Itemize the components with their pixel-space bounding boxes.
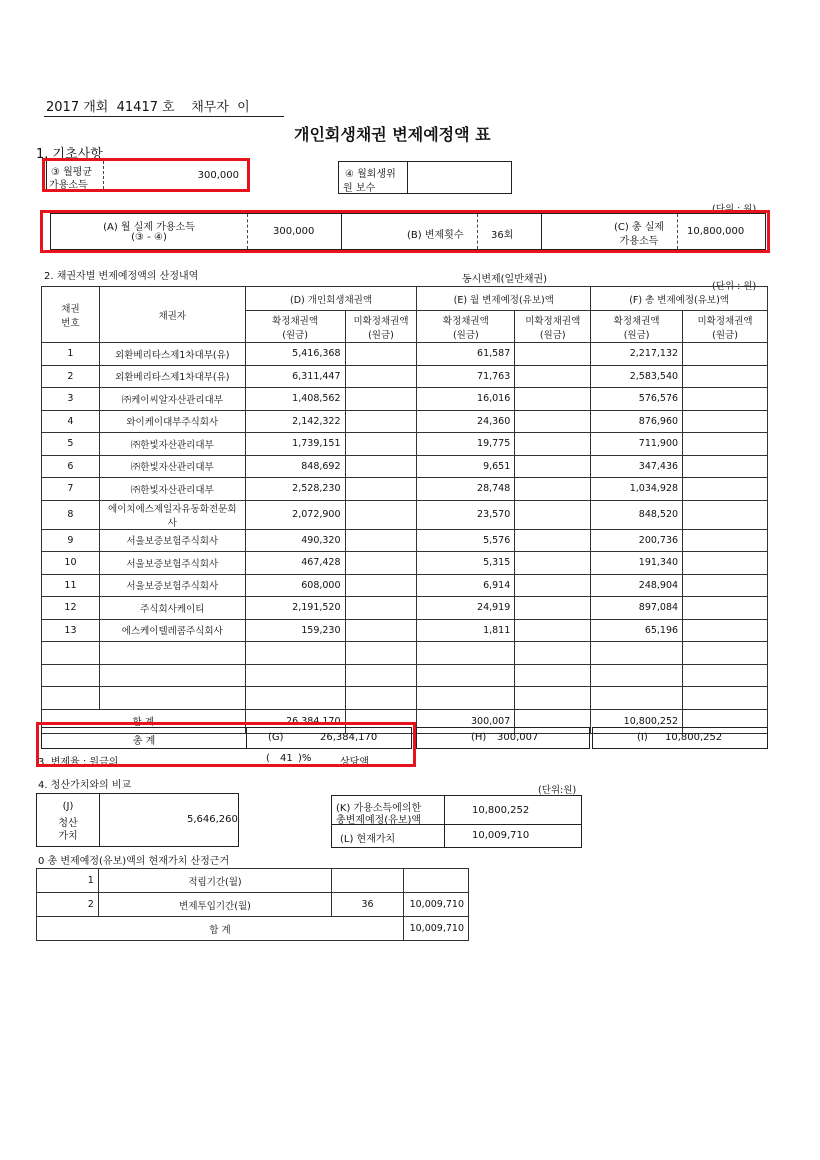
f-confirmed-header: 확정채권액 (원금) [591, 311, 683, 343]
row-no: 5 [42, 433, 100, 456]
pv-row [37, 869, 469, 893]
repayment-rate-label: 3. 변제율 : 원금의 [38, 757, 119, 768]
row-e-unconfirmed [515, 597, 591, 620]
row-e-confirmed: 5,315 [417, 552, 515, 575]
rate-open: ( [266, 753, 270, 764]
row-no: 8 [42, 500, 100, 529]
row-creditor: ㈜케이씨알자산관리대부 [99, 388, 245, 411]
row-f-unconfirmed [683, 500, 768, 529]
row-e-unconfirmed [515, 433, 591, 456]
row-d-unconfirmed [345, 552, 417, 575]
row-no: 13 [42, 619, 100, 642]
row-e-unconfirmed [515, 478, 591, 501]
total-label: 총 계 [132, 736, 156, 747]
row-f-unconfirmed [683, 433, 768, 456]
b-label: (B) 변제횟수 [407, 230, 464, 241]
row-f-confirmed: 200,736 [591, 529, 683, 552]
d-unconfirmed-header: 미확정채권액 (원금) [345, 311, 417, 343]
pv-row-label: 변제투입기간(월) [98, 893, 331, 917]
table-row [42, 619, 768, 642]
row-f-confirmed: 848,520 [591, 500, 683, 529]
row-f-unconfirmed [683, 410, 768, 433]
row-d-confirmed: 2,072,900 [245, 500, 345, 529]
k-label: (K) 가용소득에의한 [336, 803, 422, 814]
total-i: 10,800,252 [665, 732, 723, 743]
table-row [42, 500, 768, 529]
row-creditor: 에스케이텔레콤주식회사 [99, 619, 245, 642]
row-f-confirmed: 2,217,132 [591, 343, 683, 366]
row-f-confirmed: 711,900 [591, 433, 683, 456]
e-unconfirmed-header: 미확정채권액 (원금) [515, 311, 591, 343]
row-creditor: 주식회사케이티 [99, 597, 245, 620]
row-f-unconfirmed [683, 365, 768, 388]
a-value: 300,000 [273, 226, 315, 237]
pv-row-no: 2 [37, 893, 99, 917]
row-e-confirmed: 61,587 [417, 343, 515, 366]
section4-unit: (단위:원) [538, 785, 577, 796]
row-d-unconfirmed [345, 500, 417, 529]
j-label-3: 가치 [58, 831, 78, 842]
a-label: (A) 월 실제 가용소득 [103, 222, 195, 233]
pv-row-value [403, 869, 468, 893]
pv-row-label: 적립기간(월) [98, 869, 331, 893]
row-d-confirmed: 1,408,562 [245, 388, 345, 411]
row-d-confirmed: 2,142,322 [245, 410, 345, 433]
row-no: 11 [42, 574, 100, 597]
row-f-confirmed: 897,084 [591, 597, 683, 620]
row-e-confirmed: 28,748 [417, 478, 515, 501]
table-row [42, 343, 768, 366]
row-f-confirmed: 248,904 [591, 574, 683, 597]
debtor-label: 채무자 [191, 100, 229, 115]
row-e-confirmed: 5,576 [417, 529, 515, 552]
row-e-confirmed: 16,016 [417, 388, 515, 411]
highlight-total-rate [36, 722, 416, 767]
total-g: 26,384,170 [320, 732, 378, 743]
row-d-confirmed: 1,739,151 [245, 433, 345, 456]
case-type: 개회 [83, 100, 109, 115]
total-h-label: (H) [471, 732, 487, 743]
case-number [46, 96, 250, 115]
row-e-unconfirmed [515, 500, 591, 529]
monthly-income-value: 300,000 [197, 170, 239, 181]
highlight-available-income [40, 210, 770, 253]
e-confirmed-header: 확정채권액 (원금) [417, 311, 515, 343]
row-e-confirmed: 6,914 [417, 574, 515, 597]
monthly-income-label-2: 가용소득 [49, 180, 88, 191]
case-suffix: 호 [162, 100, 175, 115]
table-row [42, 574, 768, 597]
table-row [42, 478, 768, 501]
col-d-header: (D) 개인회생채권액 [245, 287, 417, 311]
section2-unit: (단위 : 원) [712, 281, 757, 292]
row-e-confirmed: 24,360 [417, 410, 515, 433]
row-creditor: 외환베리타스제1차대부(유) [99, 365, 245, 388]
l-label: (L) 현재가치 [340, 834, 396, 845]
row-f-unconfirmed [683, 455, 768, 478]
row-f-confirmed: 576,576 [591, 388, 683, 411]
col-creditor-header: 채권자 [99, 287, 245, 343]
sum-label: 합 계 [42, 709, 246, 733]
j-label-2: 청산 [58, 818, 78, 829]
section5-title: 0 총 변제예정(유보)액의 현재가치 산정근거 [38, 856, 230, 867]
section1-title: 1. 기초사항 [36, 147, 103, 162]
total-h: 300,007 [497, 732, 539, 743]
row-creditor: 서울보증보험주식회사 [99, 552, 245, 575]
row-creditor: ㈜한빛자산관리대부 [99, 455, 245, 478]
row-d-confirmed: 467,428 [245, 552, 345, 575]
comparison-box [331, 795, 582, 848]
case-no: 41417 [116, 100, 158, 115]
row-creditor: 서울보증보험주식회사 [99, 574, 245, 597]
row-f-confirmed: 1,034,928 [591, 478, 683, 501]
pv-row [37, 893, 469, 917]
total-i-box [592, 727, 768, 749]
rate-close: )% [298, 753, 312, 764]
row-d-confirmed: 2,528,230 [245, 478, 345, 501]
doc-title: 개인회생채권 변제예정액 표 [294, 125, 491, 144]
row-f-unconfirmed [683, 343, 768, 366]
row-d-unconfirmed [345, 574, 417, 597]
row-d-confirmed: 5,416,368 [245, 343, 345, 366]
row-e-unconfirmed [515, 529, 591, 552]
row-creditor: 서울보증보험주식회사 [99, 529, 245, 552]
col-f-header: (F) 총 변제예정(유보)액 [591, 287, 768, 311]
k-label-2: 총변제예정(유보)액 [336, 815, 422, 826]
pv-sum-label: 합 계 [37, 917, 404, 941]
l-value: 10,009,710 [472, 830, 530, 841]
j-label: (J) [62, 801, 74, 812]
row-d-unconfirmed [345, 410, 417, 433]
row-d-confirmed: 2,191,520 [245, 597, 345, 620]
row-f-unconfirmed [683, 388, 768, 411]
row-e-unconfirmed [515, 388, 591, 411]
rate-suffix: 상당액 [340, 757, 369, 768]
row-d-unconfirmed [345, 478, 417, 501]
table-row [42, 410, 768, 433]
highlight-monthly-income [42, 158, 250, 192]
trustee-fee-box [338, 161, 512, 194]
row-creditor: 외환베리타스제1차대부(유) [99, 343, 245, 366]
row-d-unconfirmed [345, 433, 417, 456]
pv-row-months [332, 869, 404, 893]
row-creditor: 에이치에스제일자유동화전문회사 [99, 500, 245, 529]
d-confirmed-header: 확정채권액 (원금) [245, 311, 345, 343]
row-e-confirmed: 9,651 [417, 455, 515, 478]
row-e-unconfirmed [515, 410, 591, 433]
row-d-unconfirmed [345, 597, 417, 620]
pv-sum-value: 10,009,710 [403, 917, 468, 941]
debtor-name: 이 [237, 100, 250, 115]
row-d-unconfirmed [345, 343, 417, 366]
row-no: 12 [42, 597, 100, 620]
repayment-rate-value: 41 [280, 753, 293, 764]
row-d-unconfirmed [345, 388, 417, 411]
total-i-label: (I) [637, 732, 648, 743]
row-e-confirmed: 24,919 [417, 597, 515, 620]
col-no-header: 채권 번호 [42, 287, 100, 343]
c-label: (C) 총 실제 [613, 222, 665, 233]
row-e-unconfirmed [515, 552, 591, 575]
row-creditor: ㈜한빛자산관리대부 [99, 478, 245, 501]
row-e-confirmed: 71,763 [417, 365, 515, 388]
c-value: 10,800,000 [687, 226, 745, 237]
creditor-table [41, 286, 768, 734]
row-e-unconfirmed [515, 619, 591, 642]
section2-subtitle: 동시변제(일반채권) [462, 274, 548, 285]
row-d-confirmed: 6,311,447 [245, 365, 345, 388]
c-label-2: 가용소득 [619, 236, 659, 247]
case-year: 2017 [46, 100, 80, 115]
row-no: 9 [42, 529, 100, 552]
total-h-box [416, 727, 590, 749]
row-d-confirmed: 490,320 [245, 529, 345, 552]
table-row [42, 388, 768, 411]
pv-row-value: 10,009,710 [403, 893, 468, 917]
row-d-unconfirmed [345, 455, 417, 478]
row-f-unconfirmed [683, 574, 768, 597]
row-d-confirmed: 848,692 [245, 455, 345, 478]
j-value: 5,646,260 [187, 814, 238, 825]
liquidation-value-box [36, 793, 239, 847]
row-e-confirmed: 23,570 [417, 500, 515, 529]
row-d-confirmed: 159,230 [245, 619, 345, 642]
row-f-confirmed: 2,583,540 [591, 365, 683, 388]
row-no: 2 [42, 365, 100, 388]
row-f-unconfirmed [683, 529, 768, 552]
row-d-confirmed: 608,000 [245, 574, 345, 597]
row-d-unconfirmed [345, 365, 417, 388]
row-e-unconfirmed [515, 343, 591, 366]
table-row [42, 365, 768, 388]
section1-unit: (단위 : 원) [712, 204, 757, 215]
row-e-unconfirmed [515, 455, 591, 478]
sum-d: 26,384,170 [245, 709, 345, 733]
row-d-unconfirmed [345, 529, 417, 552]
row-no: 3 [42, 388, 100, 411]
trustee-fee-label: ④ 월회생위 [345, 169, 396, 180]
col-e-header: (E) 월 변제예정(유보)액 [417, 287, 591, 311]
table-row [42, 433, 768, 456]
f-unconfirmed-header: 미확정채권액 (원금) [683, 311, 768, 343]
row-e-unconfirmed [515, 365, 591, 388]
row-f-unconfirmed [683, 552, 768, 575]
row-f-unconfirmed [683, 478, 768, 501]
k-value: 10,800,252 [472, 805, 530, 816]
a-label-2: (③ - ④) [131, 232, 167, 243]
table-row [42, 529, 768, 552]
trustee-fee-label-2: 원 보수 [343, 183, 376, 194]
row-e-confirmed: 1,811 [417, 619, 515, 642]
row-f-confirmed: 65,196 [591, 619, 683, 642]
section2-title: 2. 채권자별 변제예정액의 산정내역 [44, 271, 199, 282]
row-creditor: 와이케이대부주식회사 [99, 410, 245, 433]
row-no: 4 [42, 410, 100, 433]
row-no: 10 [42, 552, 100, 575]
table-row [42, 552, 768, 575]
pv-sum-row [37, 917, 469, 941]
table-row [42, 597, 768, 620]
sum-f: 10,800,252 [591, 709, 683, 733]
row-e-confirmed: 19,775 [417, 433, 515, 456]
row-f-confirmed: 347,436 [591, 455, 683, 478]
row-f-unconfirmed [683, 619, 768, 642]
sum-e: 300,007 [417, 709, 515, 733]
row-e-unconfirmed [515, 574, 591, 597]
row-creditor: ㈜한빛자산관리대부 [99, 433, 245, 456]
row-no: 6 [42, 455, 100, 478]
row-f-confirmed: 191,340 [591, 552, 683, 575]
pv-row-no: 1 [37, 869, 99, 893]
table-row [42, 455, 768, 478]
row-d-unconfirmed [345, 619, 417, 642]
row-no: 7 [42, 478, 100, 501]
present-value-table [36, 868, 469, 941]
row-f-unconfirmed [683, 597, 768, 620]
b-value: 36회 [491, 230, 514, 241]
section4-title: 4. 청산가치와의 비교 [38, 780, 132, 791]
pv-row-months: 36 [332, 893, 404, 917]
total-g-label: (G) [268, 732, 284, 743]
monthly-income-label: ③ 월평균 [51, 167, 93, 178]
row-f-confirmed: 876,960 [591, 410, 683, 433]
row-no: 1 [42, 343, 100, 366]
